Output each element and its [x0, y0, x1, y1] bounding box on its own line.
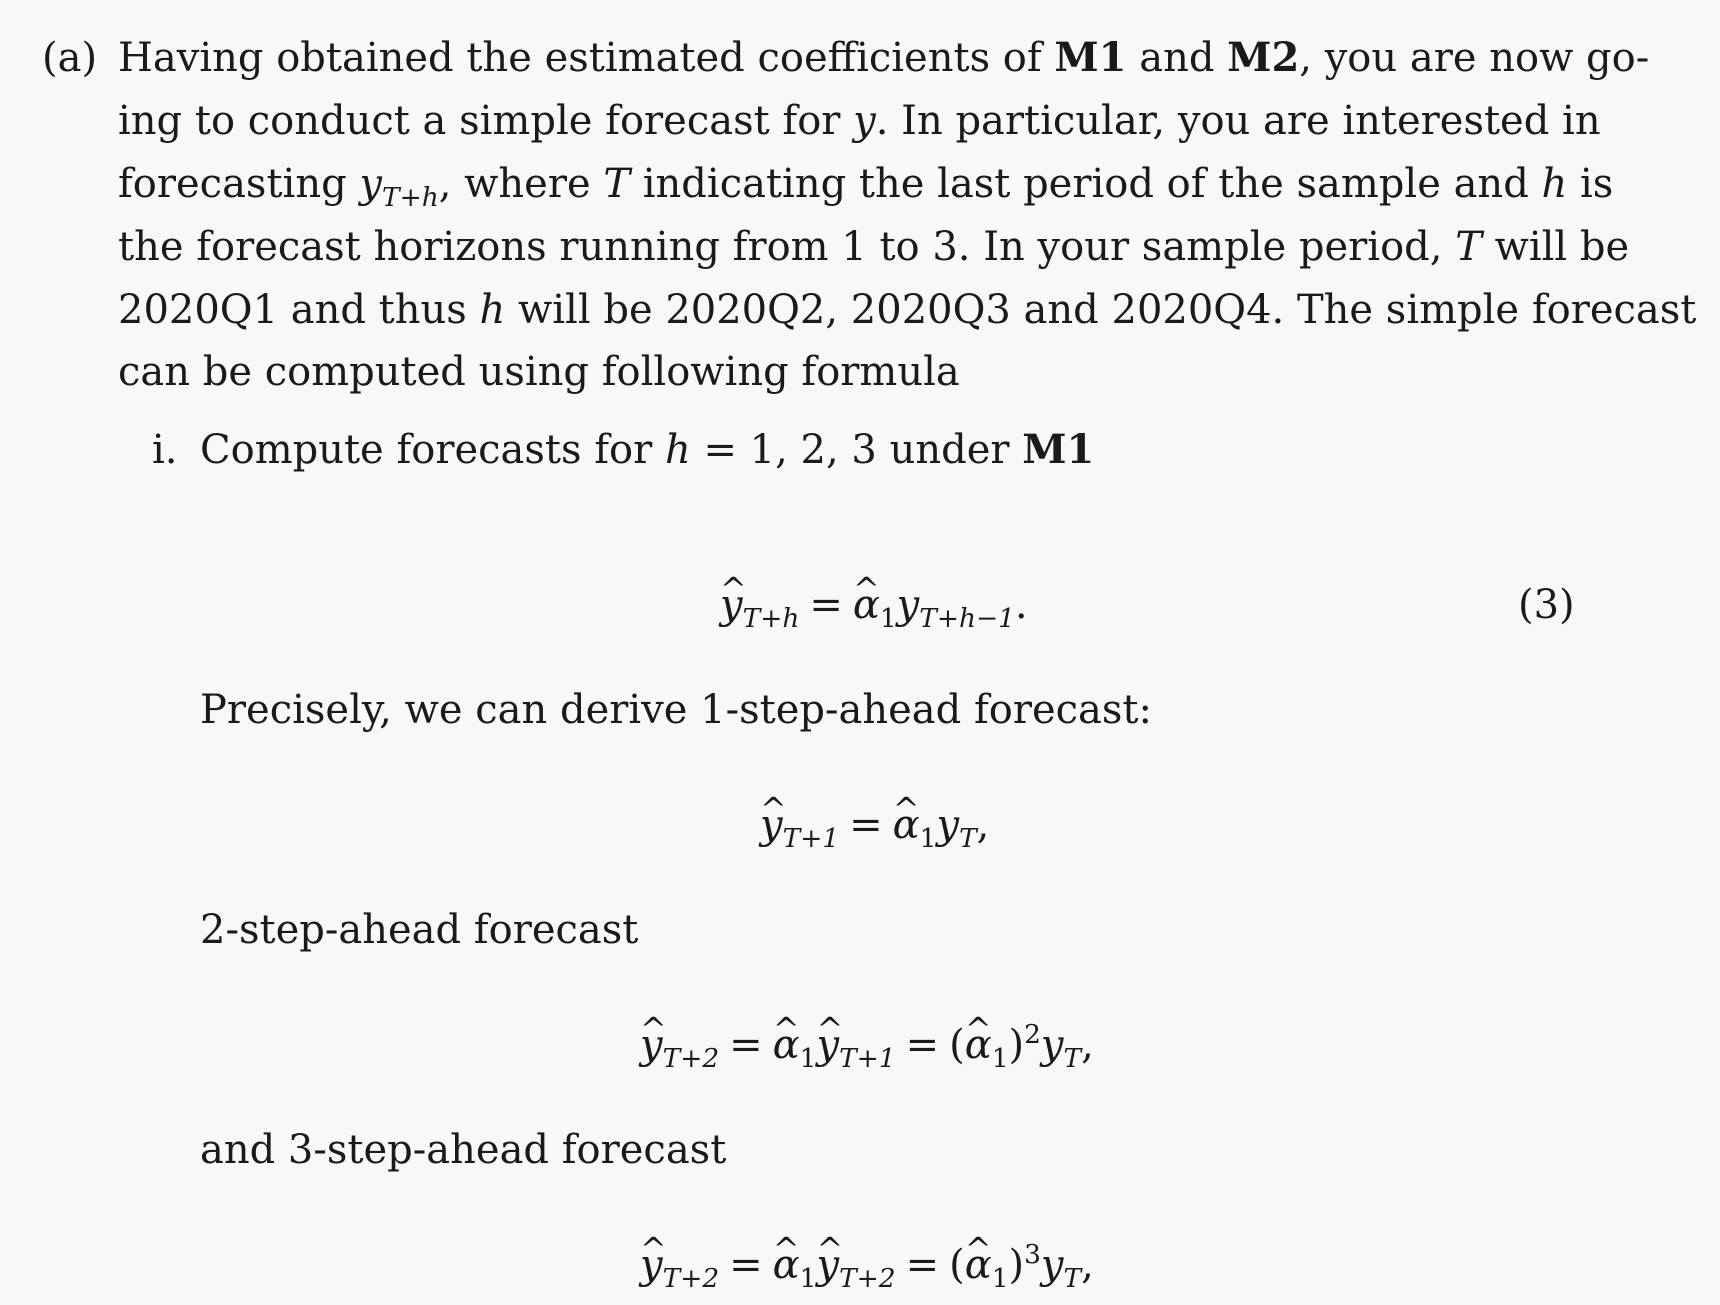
text-precisely: Precisely, we can derive 1-step-ahead forecast:	[200, 687, 1152, 733]
paragraph-line-4: the forecast horizons running from 1 to 3. In your sample period, T will be	[118, 224, 1630, 270]
model-m2: M2	[1227, 34, 1300, 81]
text-two-step: 2-step-ahead forecast	[200, 907, 639, 953]
model-m1: M1	[1054, 34, 1127, 81]
paragraph-line-6: can be computed using following formula	[118, 349, 960, 395]
equation-number: (3)	[1518, 582, 1575, 628]
text-three-step: and 3-step-ahead forecast	[200, 1127, 727, 1173]
paragraph-line-2: ing to conduct a simple forecast for y. In particular, you are interested in	[118, 98, 1601, 144]
equation-1-step: ^ $y_{T+1}$ =^ $\alpha_1y_T$,	[760, 805, 989, 845]
item-label-a: (a)	[42, 35, 98, 81]
equation-2-step: ^ $y_{T+2}$ =^ $\alpha_1\^{}$ $y_{T+1}$ = (^ $\alpha_1)^2y_T$,	[640, 1025, 1094, 1065]
subitem-label-i: i.	[152, 427, 178, 473]
equation-3: ^ $y_{T+h}$ =^ $\alpha_1y_{T+h-1}$.	[720, 585, 1028, 625]
equation-3-step: ^ $y_{T+2}$ =^ $\alpha_1\^{}$ $y_{T+2}$ = (^ $\alpha_1)^3y_T$,	[640, 1245, 1094, 1285]
subitem-text: Compute forecasts for h = 1, 2, 3 under M1	[200, 426, 1095, 473]
paragraph-line-3: forecasting $y_{T+h}$, where T indicating the last period of the sample and h is	[118, 161, 1614, 214]
paragraph-line-5: 2020Q1 and thus h will be 2020Q2, 2020Q3 and 2020Q4. The simple forecast	[118, 287, 1697, 333]
paragraph-line-1: Having obtained the estimated coefficients of M1 and M2, you are now go-	[118, 34, 1650, 81]
